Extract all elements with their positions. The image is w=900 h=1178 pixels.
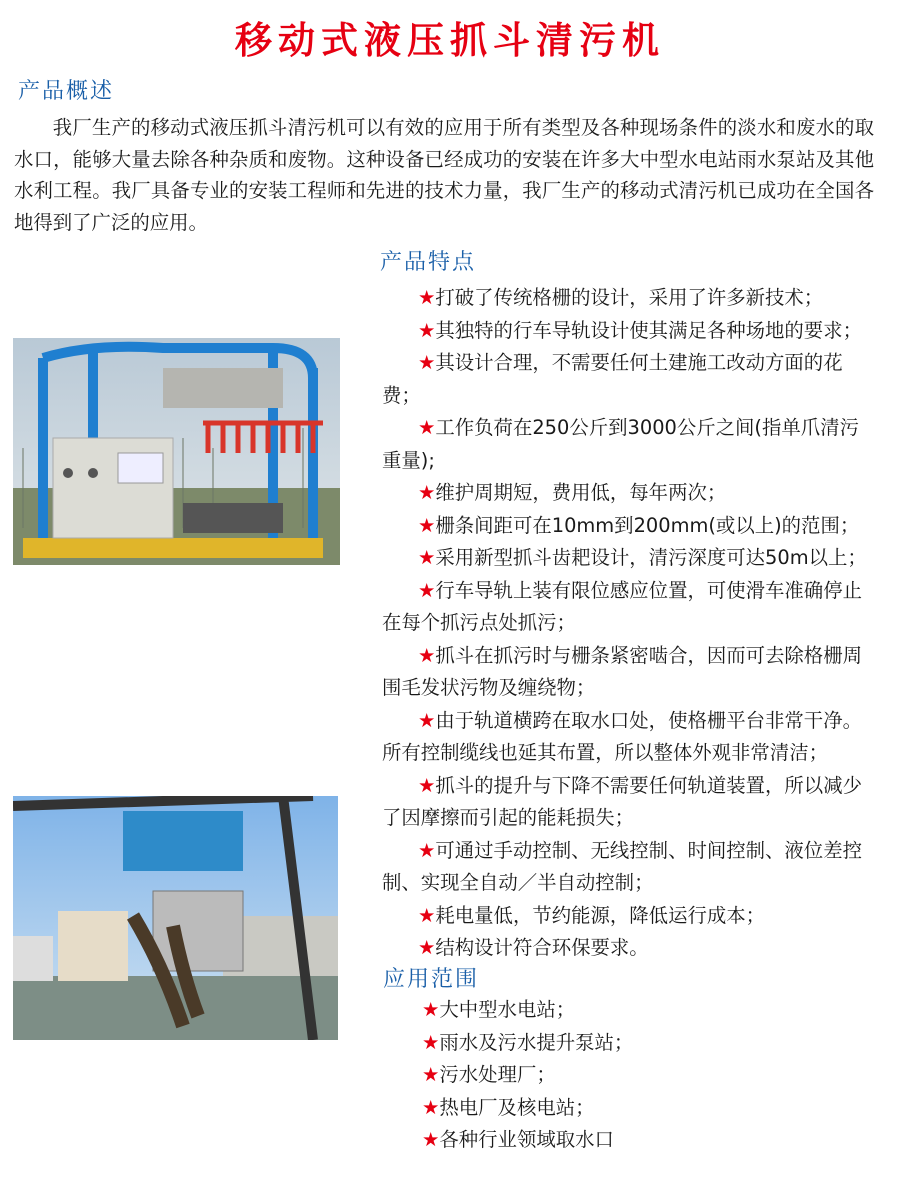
star-bullet-icon: ★ xyxy=(418,838,436,862)
applications-heading: 应用范围 xyxy=(383,967,480,992)
star-bullet-icon: ★ xyxy=(418,546,436,569)
applications-item-text: 雨水及污水提升泵站； xyxy=(439,1030,634,1054)
features-item-text: 其独特的行车导轨设计使其满足各种场地的要求； xyxy=(435,318,862,342)
applications-item-text: 污水处理厂； xyxy=(439,1063,556,1086)
features-item xyxy=(382,542,874,575)
star-bullet-icon: ★ xyxy=(418,708,436,732)
features-list xyxy=(382,282,874,965)
features-item-text: 其设计合理，不需要任何土建施工改动方面的花费； xyxy=(382,351,843,407)
features-item-text: 耗电量低，节约能源，降低运行成本； xyxy=(435,903,766,927)
features-item-text: 由于轨道横跨在取水口处，使格栅平台非常干净。所有控制缆线也延其布置，所以整体外观非常清洁； xyxy=(382,708,862,764)
features-item-text: 抓斗的提升与下降不需要任何轨道装置，所以减少了因摩擦而引起的能耗损失； xyxy=(382,773,862,829)
applications-item xyxy=(382,994,874,1027)
features-item xyxy=(382,347,874,412)
applications-item-text: 热电厂及核电站； xyxy=(439,1095,595,1119)
features-item xyxy=(382,932,874,965)
features-item-text: 抓斗在抓污时与栅条紧密啮合，因而可去除格栅周围毛发状污物及缠绕物； xyxy=(382,643,862,699)
applications-item xyxy=(382,1124,874,1157)
applications-item-text: 大中型水电站； xyxy=(439,998,576,1021)
features-item-text: 维护周期短，费用低，每年两次； xyxy=(435,481,727,504)
star-bullet-icon: ★ xyxy=(418,773,436,797)
features-heading: 产品特点 xyxy=(380,250,477,275)
features-item xyxy=(382,510,874,543)
star-bullet-icon: ★ xyxy=(418,643,436,667)
star-bullet-icon: ★ xyxy=(422,1095,440,1119)
applications-item xyxy=(382,1092,874,1125)
star-bullet-icon: ★ xyxy=(422,1128,440,1151)
star-bullet-icon: ★ xyxy=(418,903,436,927)
features-item xyxy=(382,282,874,315)
features-item xyxy=(382,412,874,477)
star-bullet-icon: ★ xyxy=(418,578,436,602)
features-item xyxy=(382,575,874,640)
star-bullet-icon: ★ xyxy=(418,936,436,959)
overview-text: 我厂生产的移动式液压抓斗清污机可以有效的应用于所有类型及各种现场条件的淡水和废水的取水口，能够大量去除各种杂质和废物。这种设备已经成功的安装在许多大中型水电站雨水泵站及其他水利工程。我厂具备专业的安装工程师和先进的技术力量，我厂生产的移动式清污机已成功在全国各地得到了广泛的应用。 xyxy=(14,116,874,234)
applications-item xyxy=(382,1059,874,1092)
star-bullet-icon: ★ xyxy=(422,998,440,1021)
features-item-text: 采用新型抓斗齿耙设计，清污深度可达50m以上； xyxy=(435,546,867,569)
machine-photo xyxy=(13,338,340,565)
features-item xyxy=(382,770,874,835)
applications-list xyxy=(382,994,874,1157)
star-bullet-icon: ★ xyxy=(422,1030,440,1054)
star-bullet-icon: ★ xyxy=(418,416,436,439)
features-item xyxy=(382,705,874,770)
star-bullet-icon: ★ xyxy=(418,513,436,537)
features-item-text: 打破了传统格栅的设计，采用了许多新技术； xyxy=(435,286,824,309)
features-item xyxy=(382,477,874,510)
features-item xyxy=(382,640,874,705)
features-item xyxy=(382,900,874,933)
features-item-text: 结构设计符合环保要求。 xyxy=(435,936,649,959)
page-title: 移动式液压抓斗清污机 xyxy=(235,19,665,62)
star-bullet-icon: ★ xyxy=(422,1063,440,1086)
star-bullet-icon: ★ xyxy=(418,286,436,309)
features-item-text: 工作负荷在250公斤到3000公斤之间(指单爪清污重量); xyxy=(382,416,859,472)
features-item-text: 可通过手动控制、无线控制、时间控制、液位差控制、实现全自动／半自动控制； xyxy=(382,838,862,894)
features-item-text: 栅条间距可在10mm到200mm(或以上)的范围； xyxy=(435,513,860,537)
star-bullet-icon: ★ xyxy=(418,481,436,504)
star-bullet-icon: ★ xyxy=(418,351,436,374)
grab-in-operation-photo xyxy=(13,796,338,1040)
applications-item-text: 各种行业领域取水口 xyxy=(439,1128,614,1151)
overview-heading: 产品概述 xyxy=(18,79,115,104)
features-item xyxy=(382,835,874,900)
features-item-text: 行车导轨上装有限位感应位置，可使滑车准确停止在每个抓污点处抓污； xyxy=(382,578,862,634)
features-item xyxy=(382,315,874,348)
star-bullet-icon: ★ xyxy=(418,318,436,342)
applications-item xyxy=(382,1027,874,1060)
